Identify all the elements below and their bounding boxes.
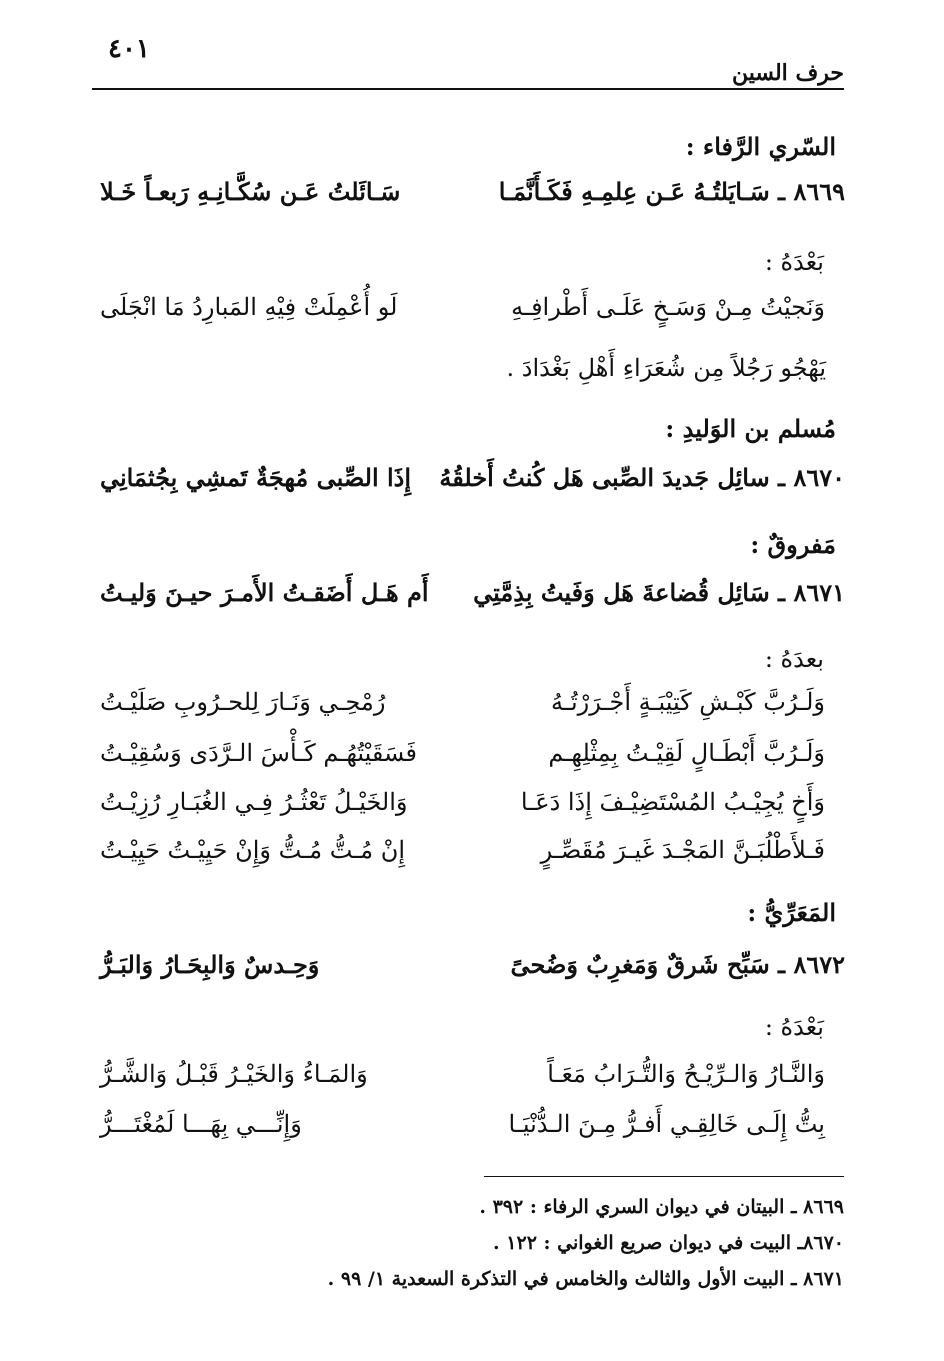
verse-hemistich-second: فَسَقَيْتُهُـم كَـأْسَ الـرَّدَى وَسُقِيْـتُ	[100, 739, 417, 767]
verse-hemistich-second: رُمْحِـي وَنَـارَ لِلحـرُوبِ صَلَيْـتُ	[100, 688, 386, 716]
verse-hemistich-first: ٨٦٧٢ ـ سَبِّح شَرقٌ وَمَغرِبٌ وَضُحىً	[510, 950, 845, 979]
verse-hemistich-second: إِنْ مُـتُّ مُـتُّ وَإِنْ حَيِيْـتُ حَيِيْـتُ	[100, 836, 406, 864]
verse-hemistich-second: سَـائَلتُ عَـن سُكَّـانِـهِ رَبعـاً خَـلا	[100, 177, 401, 206]
verse-hemistich-second: وَالخَيْـلُ تَعْثُـرُ فِـي الغُبَـارِ رُزِيْـتُ	[100, 788, 408, 816]
verse-8671	[100, 578, 845, 618]
verse-hemistich-second: وَحِـدسٌ وَالبِحَـارُ وَالبَـرُّ	[100, 950, 320, 979]
verse-line	[100, 1060, 845, 1100]
chapter-title: حرف السين	[731, 60, 844, 86]
verse-hemistich-second: وَالمَـاءُ وَالخَيْـرُ قَبْـلُ وَالشَّـرُّ	[100, 1060, 368, 1088]
verse-line	[100, 1110, 845, 1150]
poet-label: السّري الرَّفاء :	[685, 132, 836, 161]
verse-hemistich-first: وَأَخٍ يُجِيْـبُ المُسْتَضِيْـفَ إِذَا دَعَـا	[520, 788, 825, 816]
verse-8672	[100, 950, 845, 990]
prose-note: يَهْجُو رَجُلاً مِن شُعَرَاءِ أَهْلِ بَغْدَادَ .	[506, 354, 826, 382]
poet-label: مَفروقٌ :	[750, 530, 836, 559]
verse-hemistich-second: إِذَا الصِّبى مُهجَةٌ تَمشِي بِجُثمَانِي	[100, 463, 412, 492]
verse-line	[100, 688, 845, 728]
verse-8669	[100, 177, 845, 217]
verse-hemistich-first: وَلَـرُبَّ كَبْـشِ كَتِيْبَـةٍ أَجْـرَرْتُـهُ	[551, 688, 825, 716]
verse-line	[100, 293, 845, 333]
verse-hemistich-second: لَو أُعْمِلَتْ فِيْهِ المَبارِدُ مَا انْجَلَى	[100, 293, 398, 321]
after-label: بَعْدَهُ :	[764, 1013, 824, 1041]
footnote-8669: ٨٦٦٩ ـ البيتان في ديوان السري الرفاء : ٣٩٢ .	[479, 1196, 844, 1218]
verse-line	[100, 788, 845, 828]
verse-hemistich-first: ٨٦٦٩ ـ سَـايَلتُـهُ عَـن عِلمِـهِ فَكَـأَنَّمَـا	[498, 177, 845, 206]
verse-hemistich-first: وَالنَّـارُ وَالـرِّيْـحُ وَالتُّـرَابُ مَعَـاً	[547, 1060, 825, 1088]
verse-hemistich-first: ٨٦٧١ ـ سَائِل قُضاعةَ هَل وَفَيتُ بِذِمَّتِي	[473, 578, 845, 607]
verse-hemistich-first: وَنَجيْتُ مِـنْ وَسَـخٍ عَلَـى أَطْرافِـهِ	[511, 293, 825, 321]
page-number: ٤٠١	[108, 34, 150, 64]
footnote-divider	[484, 1176, 844, 1177]
after-label: بعدَهُ :	[764, 645, 824, 673]
verse-hemistich-second: أَم هَـل أَضَقـتُ الأَمـرَ حيـنَ وَليـتُ	[100, 578, 429, 607]
verse-hemistich-second: وَإِنِّـــي بِهَـــا لَمُغْتَـــرُّ	[100, 1110, 302, 1138]
footnote-8671: ٨٦٧١ ـ البيت الأول والثالث والخامس في التذكرة السعدية ١/ ٩٩ .	[327, 1268, 844, 1290]
verse-hemistich-first: بِتُّ إِلَـى خَالِقِـي أَفـرُّ مِـنَ الـدُّنْيَـا	[508, 1110, 825, 1138]
after-label: بَعْدَهُ :	[764, 248, 824, 276]
footnote-8670: ٨٦٧٠ـ البيت في ديوان صريع الغواني : ١٢٢ .	[493, 1232, 844, 1254]
verse-line	[100, 739, 845, 779]
verse-hemistich-first: وَلَـرُبَّ أَبْطَـالٍ لَقِيْـتُ بِمِثْلِهِـم	[548, 739, 825, 767]
verse-8670	[100, 463, 845, 503]
verse-line	[100, 836, 845, 876]
poet-label: المَعَرِّيُّ :	[747, 898, 836, 927]
verse-hemistich-first: ٨٦٧٠ ـ سائِل جَديدَ الصِّبى هَل كُنتُ أَخلقُهُ	[439, 463, 845, 492]
header-divider	[92, 88, 844, 90]
verse-hemistich-first: فَـلأَطْلُبَـنَّ المَجْـدَ غَيـرَ مُقَصِّـرٍ	[540, 836, 825, 864]
poet-label: مُسلم بن الوَليدِ :	[665, 414, 836, 443]
